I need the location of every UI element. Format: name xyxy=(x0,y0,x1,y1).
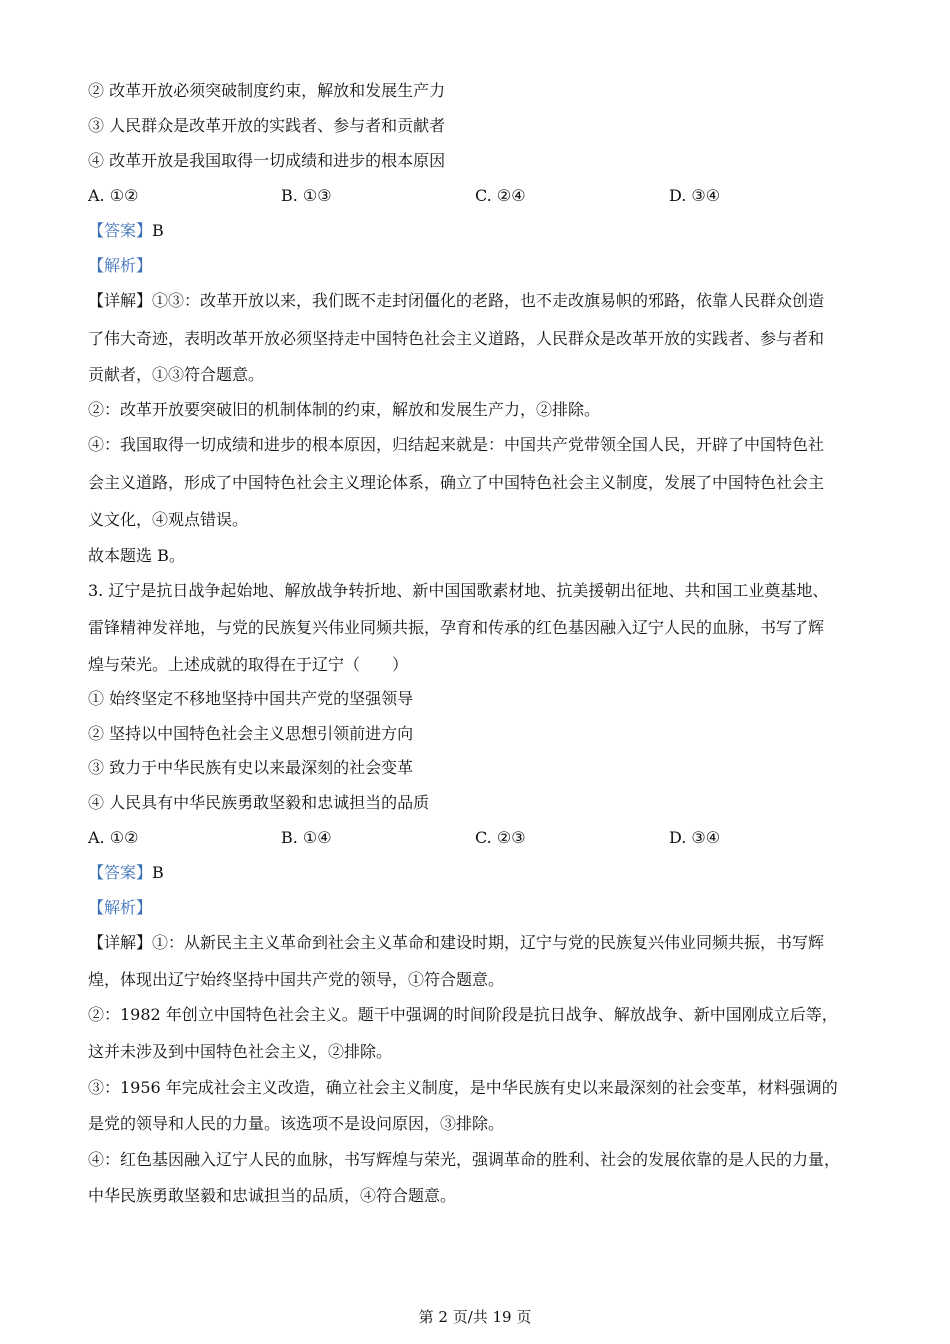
q3-statement-2: ② 坚持以中国特色社会主义思想引领前进方向 xyxy=(88,724,414,743)
q3-option-b: B. ①④ xyxy=(281,828,332,847)
q3-analysis-heading xyxy=(88,897,152,919)
q3-detail-line: 煌，体现出辽宁始终坚持中国共产党的领导，①符合题意。 xyxy=(88,970,505,989)
q3-detail-line: 是党的领导和人民的力量。该选项不是设问原因，③排除。 xyxy=(88,1114,505,1133)
answer-tag: 【答案】 xyxy=(88,863,153,882)
q3-detail-line: ②：1982 年创立中国特色社会主义。题干中强调的时间阶段是抗日战争、解放战争、新中国刚成立后等， xyxy=(88,1005,838,1024)
q3-detail-line: 中华民族勇敢坚毅和忠诚担当的品质，④符合题意。 xyxy=(88,1186,457,1205)
q2-option-d: D. ③④ xyxy=(669,186,721,205)
answer-tag: 【答案】 xyxy=(88,221,153,240)
q2-option-a: A. ①② xyxy=(88,186,139,205)
q3-stem-line: 雷锋精神发祥地，与党的民族复兴伟业同频共振，孕育和传承的红色基因融入辽宁人民的血脉，书写了辉 xyxy=(88,618,825,637)
q2-answer xyxy=(88,220,164,242)
q3-detail-line: ④：红色基因融入辽宁人民的血脉，书写辉煌与荣光，强调革命的胜利、社会的发展依靠的是人民的力量， xyxy=(88,1150,841,1169)
q2-detail-line: 会主义道路，形成了中国特色社会主义理论体系，确立了中国特色社会主义制度，发展了中国特色社会主 xyxy=(88,473,825,492)
detail-tag: 【详解】 xyxy=(88,291,153,310)
detail-text: ①③：改革开放以来，我们既不走封闭僵化的老路，也不走改旗易帜的邪路，依靠人民群众创造 xyxy=(152,291,825,310)
analysis-tag: 【解析】 xyxy=(88,256,153,275)
q3-detail-line xyxy=(88,932,824,954)
analysis-tag: 【解析】 xyxy=(88,898,153,917)
q3-statement-3: ③ 致力于中华民族有史以来最深刻的社会变革 xyxy=(88,758,414,777)
q2-detail-line: ②：改革开放要突破旧的机制体制的约束，解放和发展生产力，②排除。 xyxy=(88,400,601,419)
detail-tag: 【详解】 xyxy=(88,933,153,952)
q2-statement-4: ④ 改革开放是我国取得一切成绩和进步的根本原因 xyxy=(88,151,446,170)
q2-detail-line xyxy=(88,290,824,312)
answer-value: B xyxy=(152,863,164,882)
q2-conclusion: 故本题选 B。 xyxy=(88,546,185,565)
detail-text: ①：从新民主主义革命到社会主义革命和建设时期，辽宁与党的民族复兴伟业同频共振，书写辉 xyxy=(152,933,825,952)
q3-detail-line: ③：1956 年完成社会主义改造，确立社会主义制度，是中华民族有史以来最深刻的社会变革，材料强调的 xyxy=(88,1078,838,1097)
q3-detail-line: 这并未涉及到中国特色社会主义，②排除。 xyxy=(88,1042,393,1061)
q3-option-c: C. ②③ xyxy=(475,828,526,847)
q3-statement-4: ④ 人民具有中华民族勇敢坚毅和忠诚担当的品质 xyxy=(88,793,430,812)
q3-answer xyxy=(88,862,164,884)
q3-stem-line: 煌与荣光。上述成就的取得在于辽宁（ ） xyxy=(88,655,409,674)
q2-detail-line: 了伟大奇迹，表明改革开放必须坚持走中国特色社会主义道路，人民群众是改革开放的实践者、参与者和 xyxy=(88,329,825,348)
answer-value: B xyxy=(152,221,164,240)
q2-statement-2: ② 改革开放必须突破制度约束，解放和发展生产力 xyxy=(88,81,446,100)
q2-analysis-heading xyxy=(88,255,152,277)
q2-option-b: B. ①③ xyxy=(281,186,332,205)
q3-statement-1: ① 始终坚定不移地坚持中国共产党的坚强领导 xyxy=(88,689,414,708)
q2-statement-3: ③ 人民群众是改革开放的实践者、参与者和贡献者 xyxy=(88,116,446,135)
q3-option-d: D. ③④ xyxy=(669,828,721,847)
q3-stem-line: 3. 辽宁是抗日战争起始地、解放战争转折地、新中国国歌素材地、抗美援朝出征地、共和国工业奠基地、 xyxy=(88,581,829,600)
q2-option-c: C. ②④ xyxy=(475,186,526,205)
q3-option-a: A. ①② xyxy=(88,828,139,847)
q2-detail-line: 义文化，④观点错误。 xyxy=(88,510,249,529)
q2-detail-line: 贡献者，①③符合题意。 xyxy=(88,365,265,384)
q2-detail-line: ④：我国取得一切成绩和进步的根本原因，归结起来就是：中国共产党带领全国人民，开辟了中国特色社 xyxy=(88,435,825,454)
page-footer: 第 2 页/共 19 页 xyxy=(418,1308,532,1326)
